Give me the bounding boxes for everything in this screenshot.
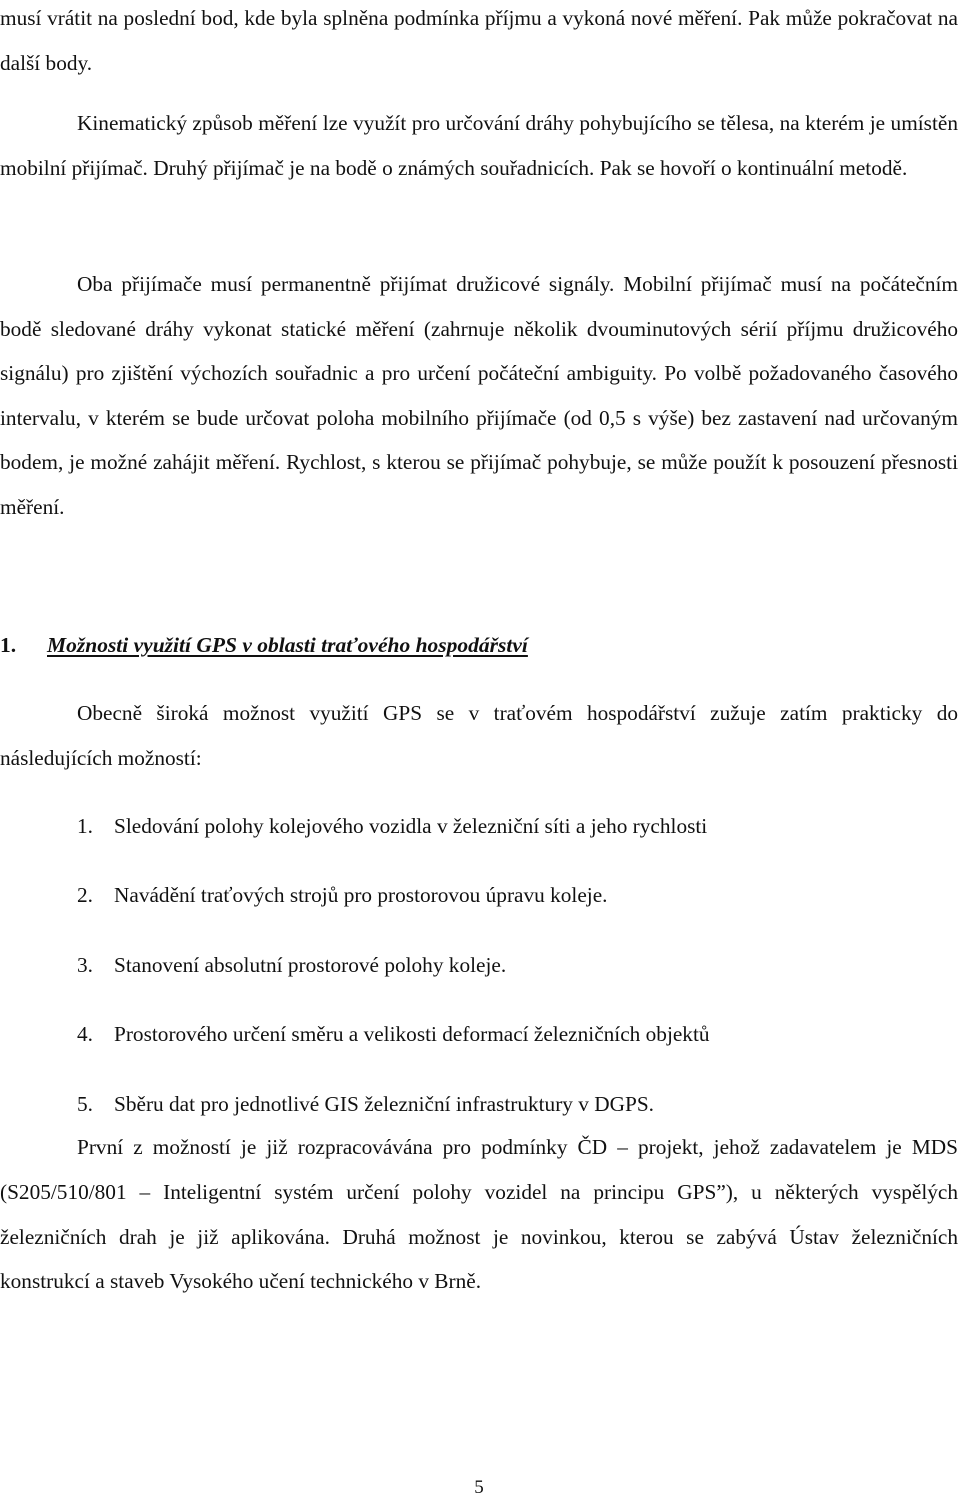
list-item-text: Sledování polohy kolejového vozidla v železniční síti a jeho rychlosti — [114, 814, 708, 838]
section-number: 1. — [0, 633, 17, 657]
list-item-text: Sběru dat pro jednotlivé GIS železniční infrastruktury v DGPS. — [114, 1092, 655, 1116]
paragraph-receivers: Oba přijímače musí permanentně přijímat družicové signály. Mobilní přijímač musí na počátečním bodě sledované dráhy vykonat statické měření (zahrnuje několik dvouminutových sérií příjmu družicového signálu) pro zjištění výchozích souřadnic a pro určení počáteční ambiguity. Po volbě požadovaného časového intervalu, v kterém se bude určovat poloha mobilního přijímače (od 0,5 s výše) bez zastavení nad určovaným bodem, je možné zahájit měření. Rychlost, s kterou se přijímač pohybuje, se může použít k posouzení přesnosti měření. — [0, 272, 958, 519]
list-item-text: Prostorového určení směru a velikosti deformací železničních objektů — [114, 1022, 710, 1046]
list-item — [77, 1082, 654, 1126]
list-item-text: Navádění traťových strojů pro prostorovou úpravu koleje. — [114, 883, 608, 907]
list-item-number: 3. — [77, 953, 93, 977]
list-item-number: 2. — [77, 883, 93, 907]
paragraph-possibilities-intro: Obecně široká možnost využití GPS se v traťovém hospodářství zužuje zatím prakticky do následujících možností: — [0, 701, 958, 770]
list-item-number: 5. — [77, 1092, 93, 1116]
list-item — [77, 1012, 710, 1056]
section-heading — [0, 623, 528, 667]
list-item-number: 4. — [77, 1022, 93, 1046]
page-number: 5 — [474, 1477, 484, 1498]
list-item-text: Stanovení absolutní prostorové polohy koleje. — [114, 953, 507, 977]
list-item — [77, 873, 607, 917]
list-item — [77, 943, 506, 987]
list-item-number: 1. — [77, 814, 93, 838]
paragraph-project-status: První z možností je již rozpracovávána pro podmínky ČD – projekt, jehož zadavatelem je MDS (S205/510/801 – Inteligentní systém určení polohy vozidel na principu GPS”), u některých vyspělých železničních drah je již aplikována. Druhá možnost je novinkou, kterou se zabývá Ústav železničních konstrukcí a staveb Vysokého učení technického v Brně. — [0, 1135, 958, 1294]
paragraph-kinematic-method: Kinematický způsob měření lze využít pro určování dráhy pohybujícího se tělesa, na kterém je umístěn mobilní přijímač. Druhý přijímač je na bodě o známých souřadnicích. Pak se hovoří o kontinuální metodě. — [0, 111, 958, 180]
paragraph-continuation: musí vrátit na poslední bod, kde byla splněna podmínka příjmu a vykoná nové měření. Pak může pokračovat na další body. — [0, 6, 958, 75]
list-item — [77, 804, 707, 848]
section-title: Možnosti využití GPS v oblasti traťového hospodářství — [47, 633, 528, 657]
